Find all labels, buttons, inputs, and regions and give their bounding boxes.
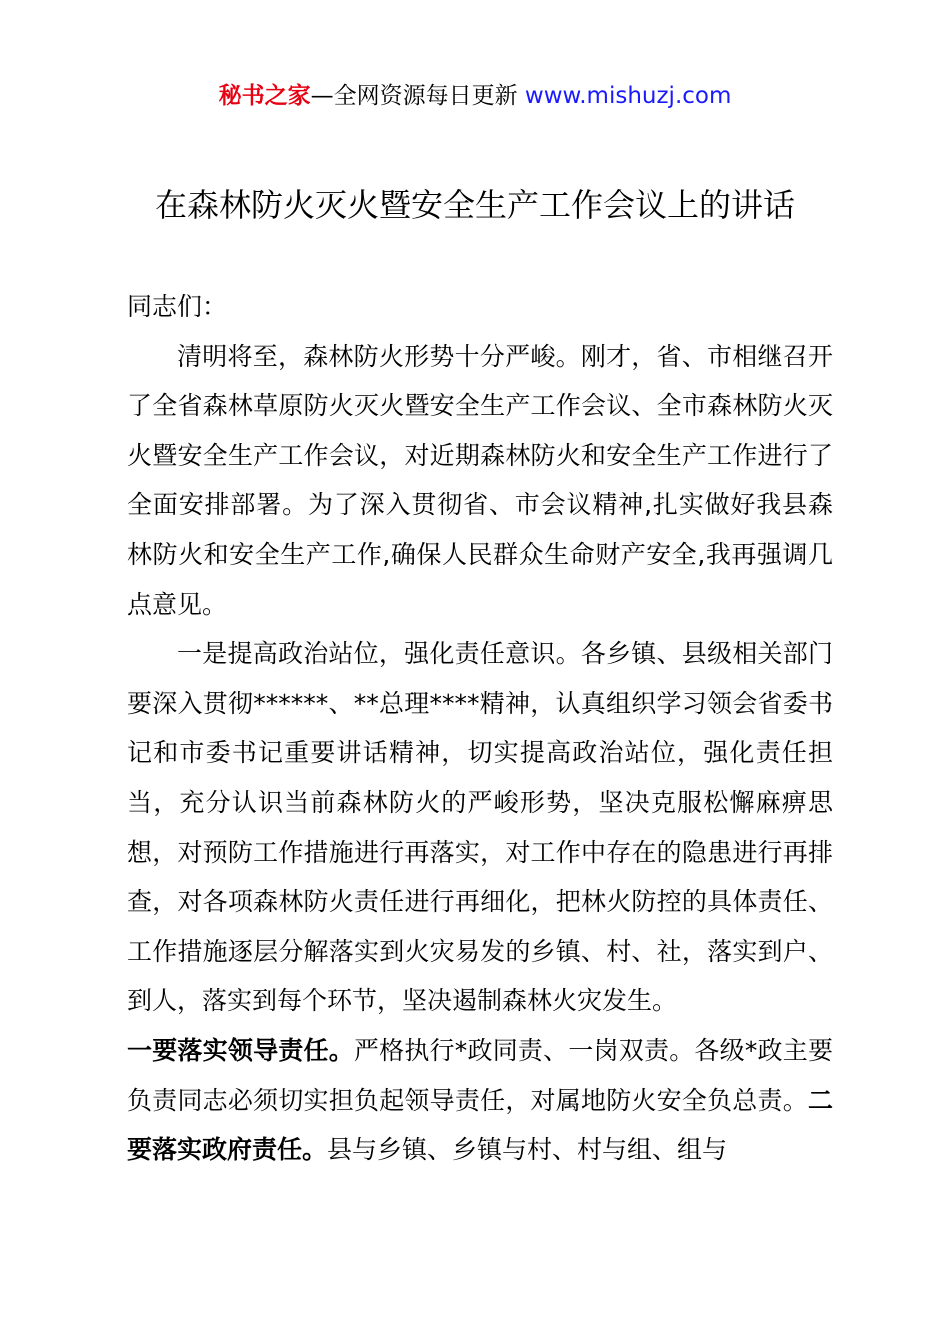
site-brand: 秘书之家: [218, 83, 311, 109]
paragraph-intro: 清明将至，森林防火形势十分严峻。刚才，省、市相继召开了全省森林草原防火灭火暨安全生产工作会议、全市森林防火灭火暨安全生产工作会议，对近期森林防火和安全生产工作进行了全面安排部署。为了深入贯彻省、市会议精神,扎实做好我县森林防火和安全生产工作,确保人民群众生命财产安全,我再强调几点意见。: [127, 341, 833, 619]
heading-government-responsibility: 二要落实政府责任。: [127, 1085, 833, 1165]
document-title: 在森林防火灭火暨安全生产工作会议上的讲话: [154, 186, 795, 224]
paragraph-political-stance: 一是提高政治站位，强化责任意识。各乡镇、县级相关部门要深入贯彻******、**总理****精神，认真组织学习领会省委书记和市委书记重要讲话精神，切实提高政治站位，强化责任担当，充分认识当前森林防火的严峻形势，坚决克服松懈麻痹思想，对预防工作措施进行再落实，对工作中存在的隐患进行再排查，对各项森林防火责任进行再细化，把林火防控的具体责任、工作措施逐层分解落实到火灾易发的乡镇、村、社，落实到户、到人，落实到每个环节，坚决遏制森林火灾发生。: [127, 639, 833, 1016]
salutation: 同志们：: [127, 292, 228, 321]
site-tagline: —全网资源每日更新: [310, 83, 518, 109]
paragraph-responsibilities: [127, 1026, 833, 1175]
site-url-link[interactable]: www.mishuzj.com: [524, 83, 732, 109]
text-leadership-responsibility: 严格执行*政同责、一岗双责。各级*政主要负责同志必须切实担负起领导责任，对属地防火安全负总责。: [127, 1035, 833, 1115]
heading-leadership-responsibility: 一要落实领导责任。: [127, 1035, 354, 1065]
text-government-responsibility: 县与乡镇、乡镇与村、村与组、组与: [327, 1135, 728, 1165]
site-header: [0, 80, 950, 112]
document-body: [127, 282, 833, 1175]
